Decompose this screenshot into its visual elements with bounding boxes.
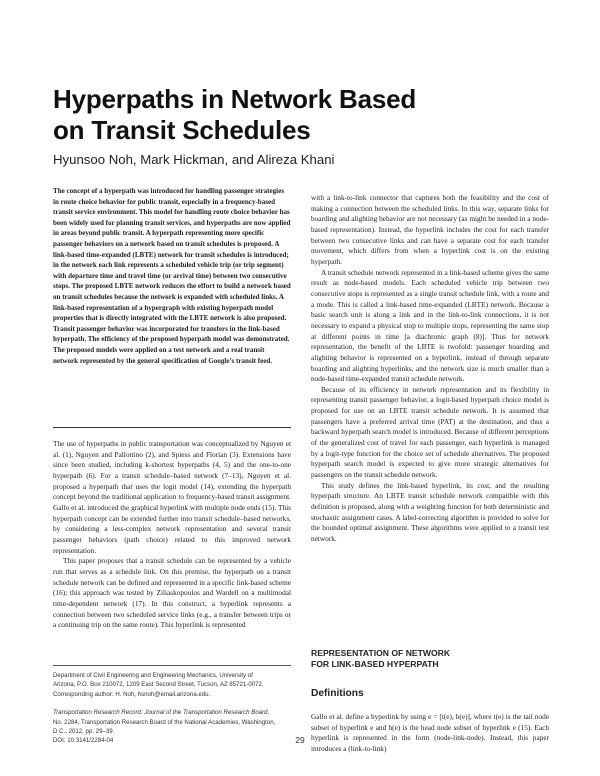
abstract: The concept of a hyperpath was introduced for handling passenger strategies in route choice behavior for public transit, especially in a frequency-based transit service environment. This model for handling route choice behavior has been widely used for planning transit services, and hyperpaths are now applied in areas beyond public transit. A hyperpath representing more specific passenger behaviors on a network based on transit schedules is proposed. A link-based time-expanded (LBTE) network for transit schedules is introduced; in the network each link represents a scheduled vehicle trip (or trip segment) with departure time and travel time (or arrival time) between two consecutive stops. The proposed LBTE network reduces the effort to build a network based on transit schedules because the network is expanded with scheduled links. A link-based representation of a hypergraph with existing hyperpath model properties that is directly integrated with the LBTE network is also proposed. Transit passenger behavior was incorporated for transfers in the link-based hyperpath. The efficiency of the proposed hyperpath model was demonstrated. The proposed models were applied on a test network and a real transit network represented by the general specification of Google’s transit feed. [53,187,291,365]
body-paragraph: The use of hyperpaths in public transportation was conceptualized by Nguyen et al. (1), Nguyen and Pallottino (2), and Spiess and Florian (3). Extensions have since been studied, including k-shortest hyperpaths (4, 5) and the one-to-one hyperpath (6). For a transit schedule–based network (7–13), Nguyen et al. proposed a hyperpath that uses the logit model (14), extending the hyperpath concept beyond the traditional application to frequency-based transit assignment. Gallo et al. introduced the graphical hyperlink with multiple node ends (15). This hyperpath concept can be extended further into transit schedule–based networks, by considering a less-complex network representation and several transit passenger behaviors (path choice) related to this improved network representation. [53,439,291,555]
section-heading [311,648,549,670]
section-heading-line: REPRESENTATION OF NETWORK [311,648,451,658]
author-list: Hyunsoo Noh, Mark Hickman, and Alireza Khani [53,152,335,167]
subsection-heading: Definitions [311,688,364,699]
doi: DOI: 10.3141/2284-04 [53,737,114,745]
title-line: on Transit Schedules [53,115,311,145]
body-paragraph: This paper proposes that a transit schedule can be represented by a vehicle run that serves as a schedule link. On this premise, the hyperpath on a transit schedule network can be defined and represented in a specific link-based scheme (16); this approach was tested by Ziliaskopoulos and Wardell on a multimodal time-dependent network (17). In this construct, a hyperlink represents a connection between two scheduled service links (e.g., a transfer between trips or a continuing trip on the same route). This hyperlink is represented [53,556,291,630]
body-paragraph: This study defines the link-based hyperlink, its cost, and the resulting hyperpath structure. An LBTE transit schedule network compatible with this definition is proposed, along with a weighting function for both deterministic and stochastic assignment cases. A label-correcting algorithm is provided to solve for the bounded optimal assignment. These algorithms were applied to a transit test network. [311,480,549,543]
journal-line: Transportation Research Record: Journal of the Transportation Research Board, [53,709,270,717]
affiliation-line: Arizona, P.O. Box 210072, 1209 East Second Street, Tucson, AZ 85721-0072. [53,681,264,689]
affiliation-line: Department of Civil Engineering and Engineering Mechanics, University of [53,672,253,679]
body-paragraph: Because of its efficiency in network representation and its flexibility in representing transit passenger behavior, a logit-based hyperpath choice model is proposed for use on an LBTE transit schedule network. It is assumed that passengers have a preferred arrival time (PAT) at the destination, and thus a backward hyperpath search model is introduced. Because of different perceptions of the generalized cost of travel for each passenger, each hyperlink is managed by a logit-type function for the choice set of schedule alternatives. The proposed hyperpath search model is expected to give more strategic alternatives for passengers on the transit schedule network. [311,384,549,480]
body-paragraph: A transit schedule network represented in a link-based scheme gives the same result as node-based models. Each scheduled vehicle trip between two consecutive stops is represented as a single transit schedule link, with a route and a mode. This is called a link-based time-expanded (LBTE) network. Because a basic search unit is along a link and in the link-to-link connections, it is not necessary to expand a physical stop to multiple stops, representing the same stop at different points in time [a diachronic graph (8)]. Thus for network representation, the benefit of the LBTE is twofold: passenger boarding and alighting behavior is represented on a hyperlink, instead of through separate boarding and alighting hyperlinks, and the network size is much smaller than a node-based time-expanded transit schedule network. [311,267,549,384]
corresponding-author: Corresponding author: H. Noh, hsnoh@email.arizona.edu. [53,690,211,698]
footnote-divider [53,665,291,666]
title-line: Hyperpaths in Network Based [53,84,417,114]
journal-line: D.C., 2012, pp. 29–39. [53,728,115,736]
body-column-left [53,439,291,631]
body-column-right [311,193,549,545]
body-paragraph: Gallo et al. define a hyperlink by using e = [t(e), h(e)], where t(e) is the tail node subset of hyperlink e and h(e) is the head node subset of hyperlink e (15). Each hyperlink is represented in the form (node-link-node). Instead, this paper introduces a (link-to-link) [311,712,549,753]
journal-line: No. 2284, Transportation Research Board of the National Academies, Washington, [53,718,276,726]
definitions-column [311,712,549,755]
page-number: 29 [295,735,305,745]
paper-title [53,84,553,146]
body-paragraph: with a link-to-link connector that captures both the feasibility and the cost of making a connection between the scheduled links. In this way, separate links for boarding and alighting behavior are not necessary (as might be needed in a node-based representation). Instead, the hyperlink includes the cost for each transfer between two consecutive links and can have a separate cost for each transfer movement, which differs from when a hyperlink cost is on the existing hyperpath. [311,193,549,266]
section-heading-line: FOR LINK-BASED HYPERPATH [311,659,439,669]
abstract-divider [53,427,291,428]
